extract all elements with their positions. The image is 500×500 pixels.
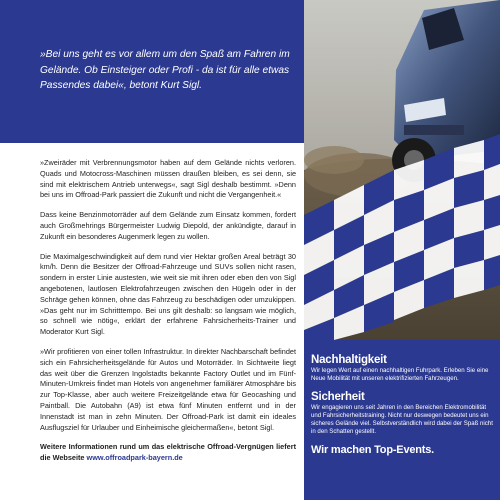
article-body	[40, 158, 296, 464]
article-paragraph: Dass keine Benzinmotorräder auf dem Gelände zum Einsatz kommen, fordert auch Großmehrings Bürgermeister Ludwig Diepold, der ankündigte, darauf in Zukunft ein besonderes Augenmerk legen zu wollen.	[40, 210, 296, 241]
website-text: Weitere Informationen rund um das elektrische Offroad-Vergnügen liefert die Webseite	[40, 442, 296, 463]
article-paragraph: Die Maximalgeschwindigkeit auf dem rund vier Hektar großen Areal beträgt 30 km/h. Denn die Besitzer der Offroad-Fahrzeuge und SUVs sollen nicht rasen, sondern in erster Linie austesten, wie weit sie mit ihren oder eben den von Sigl angebotenen, lautlosen Elektrofahrzeugen zwischen den Hügeln oder in der Schräge gehen können, ohne das Fahrzeug zu beschädigen oder umzukippen. »Das geht nur im Schritttempo. Bei uns gilt deshalb: so langsam wie möglich, so schnell wie nötig«, erklärt der erfahrene Fahrsicherheits-Trainer und Moderator Kurt Sigl.	[40, 251, 296, 337]
heading-sicherheit: Sicherheit	[311, 391, 365, 403]
text-sicherheit: Wir engagieren uns seit Jahren in den Bereichen Elektromobilität und Fahrsicherheitstraining. Nicht nur deswegen bedeutet uns ein sicheres Gelände viel. Selbstverständlich wird dabei der Spaß nicht in den Schatten gestellt.	[311, 404, 493, 435]
suv-photo	[304, 0, 500, 340]
article-paragraph: »Zweiräder mit Verbrennungsmotor haben auf dem Gelände nichts verloren. Quads und Motocross-Maschinen müssen draußen bleiben, es sei denn, sie sind mit elektrischem Antrieb unterwegs«, sagt Sigl deshalb bestimmt. »Denn bei uns im Offroad-Park passiert die Zukunft und nicht die Vergangenheit.«	[40, 158, 296, 200]
website-paragraph	[40, 442, 296, 464]
website-link[interactable]: www.offroadpark-bayern.de	[86, 453, 183, 463]
quote-box	[0, 0, 304, 143]
quote-text: »Bei uns geht es vor allem um den Spaß am Fahren im Gelände. Ob Einsteiger oder Profi - da ist für alle etwas Passendes dabei«, betont Kurt Sigl.	[40, 49, 290, 91]
text-nachhaltigkeit: Wir legen Wert auf einen nachhaltigen Fuhrpark. Erleben Sie eine Neue Mobilität mit unseren elektrifizierten Fahrzeugen.	[311, 367, 489, 382]
info-text	[311, 354, 497, 457]
slogan: Wir machen Top-Events.	[311, 444, 435, 456]
heading-nachhaltigkeit: Nachhaltigkeit	[311, 354, 387, 366]
article-paragraph: »Wir profitieren von einer tollen Infrastruktur. In direkter Nachbarschaft befindet sich ein Fahrsicherheitsgelände für Autos und Motorräder. In Sichtweite liegt das weit über die Grenzen Ingolstadts bekannte Factory Outlet und im Fünf-Minuten-Umkreis findet man Hotels von angenehmer familiärer Atmosphäre bis zur Top-Klasse, aber auch weitere Freizeitgelände etwa für Geocashing und Paintball. Die Autobahn (A9) ist etwa fünf Minuten entfernt und in der Innenstadt ist man in zehn Minuten. Der Offroad-Park ist damit ein ideales Ausflugsziel für Urlauber und Einheimische gleichermaßen«, betont Sigl.	[40, 346, 296, 432]
